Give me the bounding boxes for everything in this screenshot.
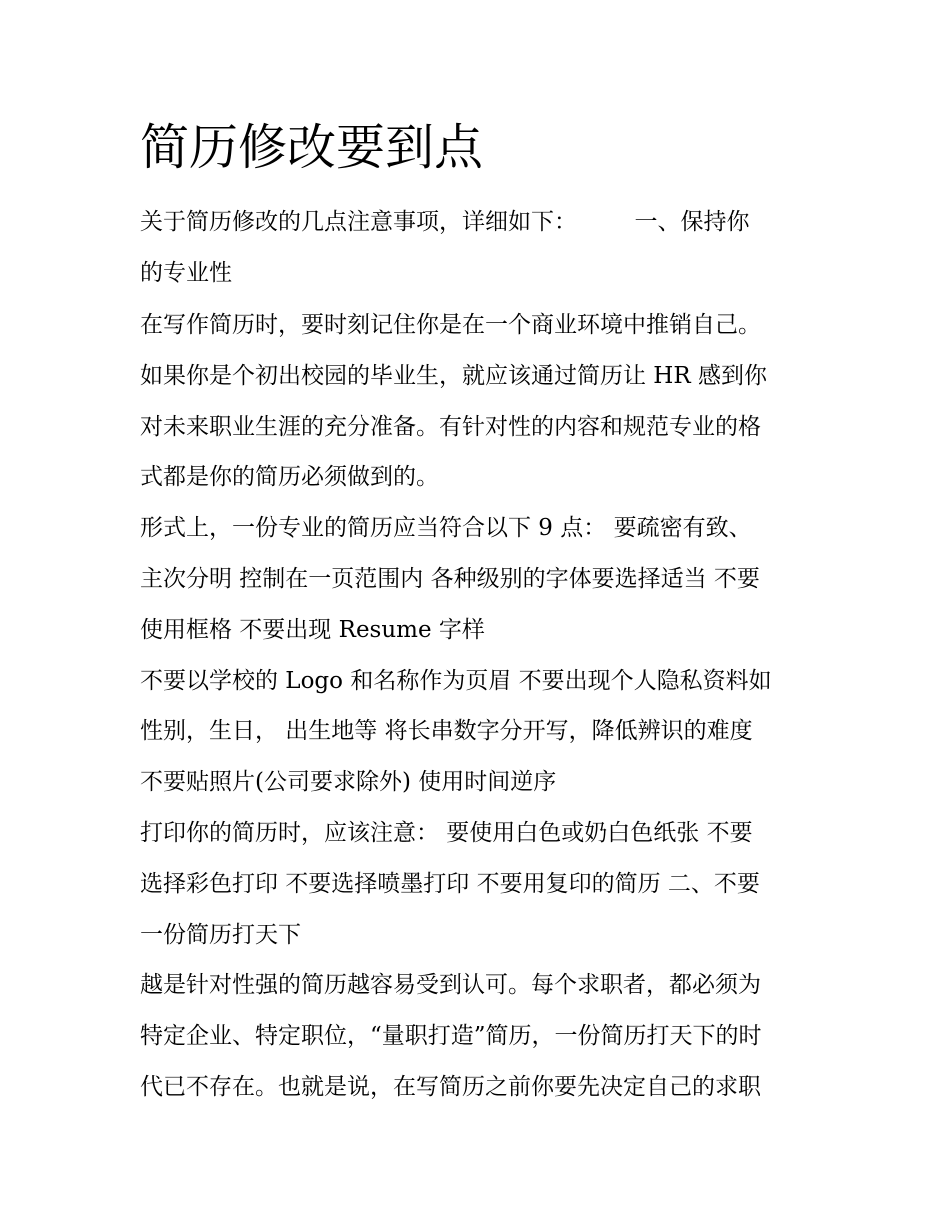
body-line-5: 对未来职业生涯的充分准备。有针对性的内容和规范专业的格: [140, 414, 761, 440]
body-line-18: 代已不存在。也就是说，在写简历之前你要先决定自己的求职: [140, 1074, 761, 1100]
body-line-14: 选择彩色打印 不要选择喷墨打印 不要用复印的简历 二、不要: [140, 871, 760, 897]
body-line-2: 的专业性: [140, 260, 232, 286]
body-line-12: 不要贴照片(公司要求除外) 使用时间逆序: [140, 769, 557, 795]
body-line-3: 在写作简历时，要时刻记住你是在一个商业环境中推销自己。: [140, 312, 761, 338]
body-line-16: 越是针对性强的简历越容易受到认可。每个求职者，都必须为: [140, 972, 761, 998]
body-line-6: 式都是你的简历必须做到的。: [140, 464, 439, 490]
body-line-1: 关于简历修改的几点注意事项，详细如下： 一、保持你: [140, 209, 750, 235]
body-line-8: 主次分明 控制在一页范围内 各种级别的字体要选择适当 不要: [140, 566, 760, 592]
body-line-10: 不要以学校的 Logo 和名称作为页眉 不要出现个人隐私资料如: [140, 668, 772, 694]
body-line-13: 打印你的简历时，应该注意： 要使用白色或奶白色纸张 不要: [140, 820, 753, 846]
body-line-15: 一份简历打天下: [140, 922, 301, 948]
body-line-9: 使用框格 不要出现 Resume 字样: [140, 617, 485, 643]
body-line-7: 形式上，一份专业的简历应当符合以下 9 点： 要疏密有致、: [140, 515, 752, 541]
document-title: 简历修改要到点: [140, 119, 484, 176]
body-line-17: 特定企业、特定职位，“量职打造”简历，一份简历打天下的时: [140, 1023, 762, 1049]
body-line-11: 性别，生日， 出生地等 将长串数字分开写，降低辨识的难度: [140, 718, 753, 744]
body-line-4: 如果你是个初出校园的毕业生，就应该通过简历让 HR 感到你: [140, 363, 767, 389]
